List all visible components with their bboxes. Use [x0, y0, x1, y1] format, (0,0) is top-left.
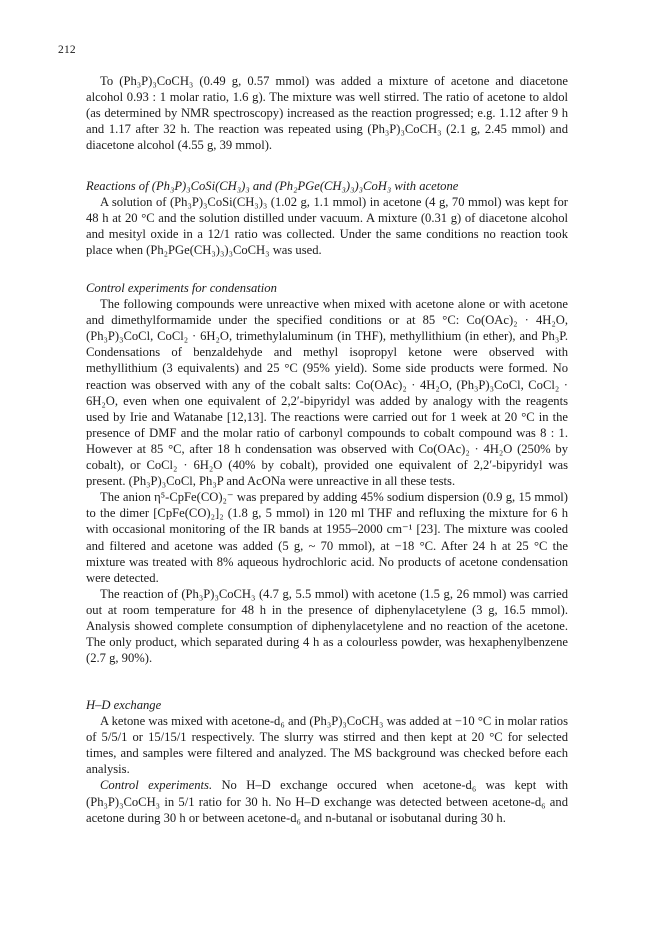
- paragraph: [86, 777, 568, 825]
- paragraph-text: The reaction of (Ph₃P)₃CoCH₃ (4.7 g, 5.5 mmol) with acetone (1.5 g, 26 mmol) was carried out at room temperature for 48 h in the presence of diphenylacetylene (3 g, 16.5 mmol). Analysis showed complete consumption of diphenylacetylene and no reaction of the acetone. The only product, which separated during 4 h as a colourless powder, was hexaphenylbenzene (2.7 g, 90%).: [86, 586, 568, 666]
- paragraph-text: To (Ph₃P)₃CoCH₃ (0.49 g, 0.57 mmol) was added a mixture of acetone and diacetone alcohol 0.93 : 1 molar ratio, 1.6 g). The mixture was well stirred. The ratio of acetone to aldol (as determined by NMR spectroscopy) increased as the reaction progressed; e.g. 1.12 after 9 h and 1.17 after 32 h. The reaction was repeated using (Ph₃P)₃CoCH₃ (2.1 g, 2.45 mmol) and diacetone alcohol (4.55 g, 39 mmol).: [86, 74, 568, 153]
- paragraph-text: A ketone was mixed with acetone-d₆ and (Ph₃P)₃CoCH₃ was added at −10 °C in molar ratios of 5/5/1 or 15/15/1 respectively. The slurry was stirred and then kept at 20 °C for selected times, and samples were filtered and analyzed. The MS background was checked before each analysis.: [86, 714, 568, 777]
- paragraph: [86, 296, 568, 489]
- section-heading: H–D exchange: [86, 698, 162, 712]
- section-heading: Reactions of (Ph₃P)₃CoSi(CH₃)₃ and (Ph₂PGe(CH₃)₃)₃CoH₃ with acetone: [86, 179, 459, 193]
- paragraph: [86, 586, 568, 666]
- paragraph-text: The anion η⁵-CpFe(CO)₂⁻ was prepared by adding 45% sodium dispersion (0.9 g, 15 mmol) to the dimer [CpFe(CO)₂]₂ (1.8 g, 5 mmol) in 120 ml THF and refluxing the mixture for 6 h with occasional monitoring of the IR bands at 1955–2000 cm⁻¹ [23]. The mixture was cooled and filtered and acetone was added (5 g, ~ 70 mmol), at −18 °C. After 24 h at 25 °C the mixture was treated with 8% aqueous hydrochloric acid. No products of acetone condensation were detected.: [86, 490, 568, 585]
- paragraph-text: The following compounds were unreactive when mixed with acetone alone or with acetone and dimethylformamide under the specified conditions or at 85 °C: Co(OAc)₂ · 4H₂O, (Ph₃P)₃CoCl, CoCl₂ · 6H₂O, trimethylaluminum (in THF), methyllithium (in ether), and Ph₃P. Condensations of benzaldehyde and methyl isopropyl ketone were observed with methyllithium (3 equivalents) and 25 °C (95% yield). Some side products were formed. No reaction was observed with any of the cobalt salts: Co(OAc)₂ · 4H₂O, (Ph₃P)₃CoCl, CoCl₂ · 6H₂O, even when one equivalent of 2,2′-bipyridyl was added by analogy with the reagents used by Irie and Watanabe [12,13]. The reactions were carried out for 1 week at 20 °C in the presence of DMF and the molar ratio of carbonyl compounds to cobalt compound was 8 : 1. However at 85 °C, after 18 h condensation was observed with Co(OAc)₂ · 4H₂O (250% by cobalt), or CoCl₂ · 6H₂O (40% by cobalt), provided one equivalent of 2,2′-bipyridyl was present. (Ph₃P)₃CoCl, Ph₃P and AcONa were unreactive in all these tests.: [86, 297, 568, 489]
- paragraph: [86, 194, 568, 258]
- section-silyl-germyl-reactions: [86, 178, 568, 258]
- section-aldol-reaction: [86, 73, 568, 153]
- section-heading: Control experiments for condensation: [86, 281, 277, 295]
- paragraph: [86, 713, 568, 777]
- paragraph-text: A solution of (Ph₃P)₃CoSi(CH₃)₃ (1.02 g, 1.1 mmol) in acetone (4 g, 70 mmol) was kept for 48 h at 20 °C and the solution distilled under vacuum. A mixture (0.31 g) of diacetone alcohol and mesityl oxide in a 12/1 ratio was collected. Under the same conditions no reaction took place when (Ph₂PGe(CH₃)₃)₃CoCH₃ was used.: [86, 195, 568, 258]
- paragraph: [86, 489, 568, 586]
- section-control-condensation: [86, 280, 568, 666]
- paragraph-text: No H–D exchange occured when acetone-d₆ was kept with (Ph₃P)₃CoCH₃ in 5/1 ratio for 30 h. No H–D exchange was detected between acetone-d₆ and acetone during 30 h or between acetone-d₆ and n-butanal or isobutanal during 30 h.: [86, 778, 568, 825]
- paragraph: [86, 73, 568, 153]
- section-hd-exchange: [86, 697, 568, 826]
- paragraph-lead: Control experiments.: [100, 778, 213, 793]
- page-number: 212: [58, 44, 76, 56]
